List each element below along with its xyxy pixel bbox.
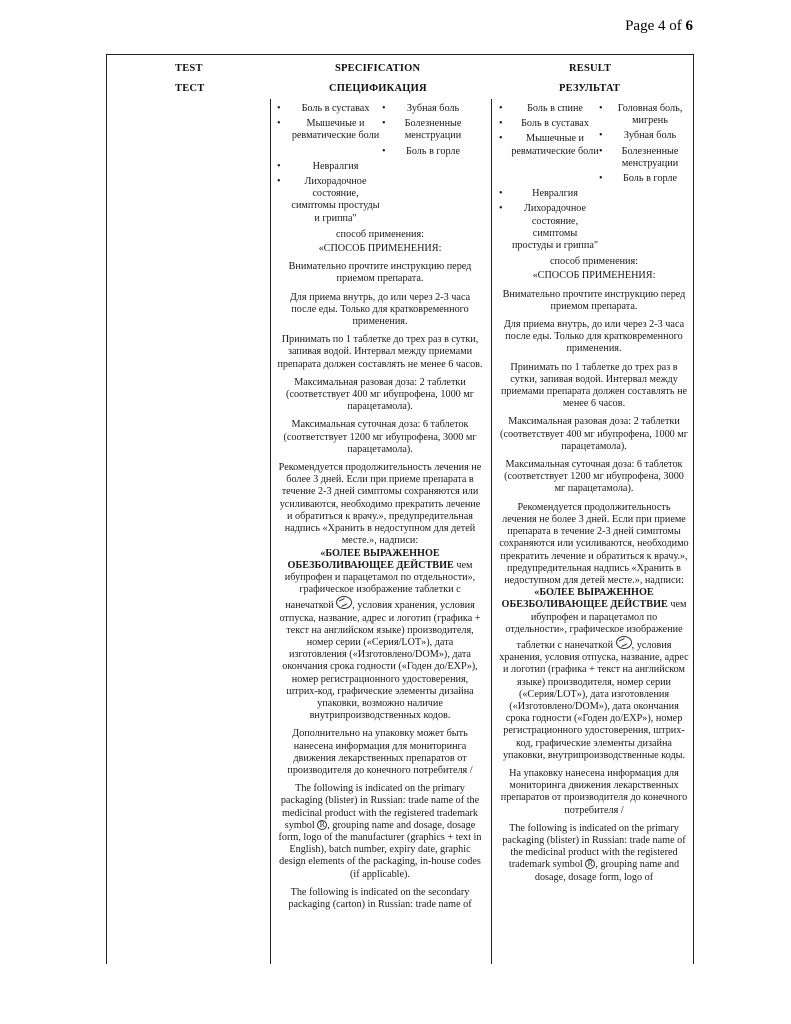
paragraph: «СПОСОБ ПРИМЕНЕНИЯ: <box>318 243 442 255</box>
list-item: • Зубная боль <box>599 130 689 142</box>
list-item: • Невралгия <box>499 188 599 200</box>
paragraph: Внимательно прочтите инструкцию перед приемом препарата. <box>288 261 472 285</box>
list-item: • Головная боль, мигрень <box>599 103 689 127</box>
paragraph: Внимательно прочтите инструкцию перед приемом препарата. <box>502 288 686 312</box>
list-item: • Лихорадочное состояние, симптомы простуды и гриппа" <box>277 176 382 225</box>
header-result-ru: РЕЗУЛЬТАТ <box>559 83 621 94</box>
page-number: Page 4 of 6 <box>625 18 693 34</box>
list-item: • Боль в суставах <box>499 118 599 130</box>
result-column <box>499 103 689 890</box>
paragraph: На упаковку нанесена информация для мониторинга движения лекарственных препаратов от производителя до конечного потребителя / <box>500 767 688 816</box>
header-test-en: TEST <box>175 63 203 74</box>
tablet-marking-icon <box>616 636 632 649</box>
paragraph: «БОЛЕЕ ВЫРАЖЕННОЕ ОБЕЗБОЛИВАЮЩЕЕ ДЕЙСТВИЕ чем ибупрофен и парацетамол по отдельности», графическое изображение таблетки с нанечаткой , условия хранения, условия отпуска, название, адрес и логотип (графика + текст на английском языке) производителя, номер серии («Серия/LOT»), дата изготовления («Изготовлено/DOM»), дата окончания срока годности («Годен до/EXP»), номер регистрационного удостоверения, штрих-код, графические элементы дизайна упаковки, возможно наличие внутрипроизводственных кодов. <box>279 547 481 722</box>
paragraph: «СПОСОБ ПРИМЕНЕНИЯ: <box>532 270 656 282</box>
list-item: • Боль в горле <box>599 173 689 185</box>
list-item: • Боль в суставах <box>277 103 382 115</box>
paragraph: The following is indicated on the primary packaging (blister) in Russian: trade name of the medicinal product with the registered trademark symbol R , grouping name and dosage, dosage form, logo of the manufacturer (graphics + text in English), batch number, expiry date, graphic design elements of the packaging, in-house codes (if applicable). <box>278 783 482 880</box>
list-item: • Невралгия <box>277 161 382 173</box>
registered-trademark-icon: R <box>585 859 595 869</box>
paragraph: Принимать по 1 таблетке до трех раз в сутки, запивая водой. Интервал между приемами препарата должен составлять не менее 6 часов. <box>500 361 688 410</box>
paragraph: The following is indicated on the secondary packaging (carton) in Russian: trade name of <box>288 886 472 910</box>
paragraph: Для приема внутрь, до или через 2-3 часа после еды. Только для кратковременного применения. <box>289 291 471 328</box>
list-item: • Боль в спине <box>499 103 599 115</box>
tablet-marking-icon <box>336 596 352 609</box>
list-item: • Мышечные и ревматические боли <box>277 118 382 142</box>
result-symptom-lists <box>499 103 689 188</box>
paragraph: способ применения: <box>549 256 639 268</box>
list-item: • Боль в горле <box>382 146 472 158</box>
spec-symptom-lists <box>277 103 483 161</box>
paragraph: Рекомендуется продолжительность лечения не более 3 дней. Если при приеме препарата в течение 2-3 дней симптомы сохраняются или усиливаются, необходимо прекратить лечение и обратиться к врачу.», предупредительная надпись «Хранить в недоступном для детей месте.», надписи: «БОЛЕЕ ВЫРАЖЕННОЕ ОБЕЗБОЛИВАЮЩЕЕ ДЕЙСТВИЕ чем ибупрофен и парацетамол по отдельности», графическое изображение таблетки с нанечаткой , условия хранения, условия отпуска, название, адрес и логотип (графика + текст на английском языке) производителя, номер серии («Серия/LOT»), дата изготовления («Изготовлено/DOM»), дата окончания срока годности («Годен до/EXP»), номер регистрационного удостоверения, штрих-код, графические элементы дизайна упаковки, внутрипроизводственные коды. <box>499 501 689 761</box>
paragraph: Максимальная суточная доза: 6 таблеток (соответствует 1200 мг ибупрофена, 3000 мг парацетамола). <box>283 419 477 455</box>
list-item: • Болезненные менструации <box>382 118 472 142</box>
header-test-ru: ТЕСТ <box>175 83 205 94</box>
specification-table <box>106 54 694 964</box>
paragraph: Максимальная разовая доза: 2 таблетки (соответствует 400 мг ибупрофена, 1000 мг парацетамола). <box>286 376 474 413</box>
paragraph: Принимать по 1 таблетке до трех раз в сутки, запивая водой. Интервал между приемами препарата должен составлять не менее 6 часов. <box>277 334 483 370</box>
column-divider-right <box>491 99 492 964</box>
paragraph: способ применения: <box>335 228 425 240</box>
header-spec-ru: СПЕЦИФИКАЦИЯ <box>329 83 427 94</box>
paragraph: The following is indicated on the primary packaging (blister) in Russian: trade name of the medicinal product with the registered trademark symbol R , grouping name and dosage, dosage form, logo of <box>502 822 686 883</box>
list-item: • Болезненные менструации <box>599 146 689 170</box>
header-result-en: RESULT <box>569 63 612 74</box>
column-divider-left <box>270 99 271 964</box>
paragraph: Рекомендуется продолжительность лечения не более 3 дней. Если при приеме препарата в течение 2-3 дней симптомы сохраняются или усиливаются, необходимо прекратить лечение и обратиться к врачу.», предупредительная надпись «Хранить в недоступном для детей месте.», надписи: <box>278 462 482 547</box>
paragraph: Максимальная суточная доза: 6 таблеток (соответствует 1200 мг ибупрофена, 3000 мг парацетамола). <box>504 459 684 495</box>
header-spec-en: SPECIFICATION <box>335 63 421 74</box>
list-item: • Зубная боль <box>382 103 472 115</box>
spec-column <box>277 103 483 917</box>
paragraph: Для приема внутрь, до или через 2-3 часа после еды. Только для кратковременного применения. <box>503 319 685 355</box>
paragraph: Дополнительно на упаковку может быть нанесена информация для мониторинга движения лекарственных препаратов от производителя до конечного потребителя / <box>287 728 473 776</box>
paragraph: Максимальная разовая доза: 2 таблетки (соответствует 400 мг ибупрофена, 1000 мг парацетамола). <box>500 416 688 452</box>
list-item: • Лихорадочное состояние, симптомы простуды и гриппа" <box>499 203 599 252</box>
list-item: • Мышечные и ревматические боли <box>499 133 599 157</box>
registered-trademark-icon: R <box>317 820 327 830</box>
